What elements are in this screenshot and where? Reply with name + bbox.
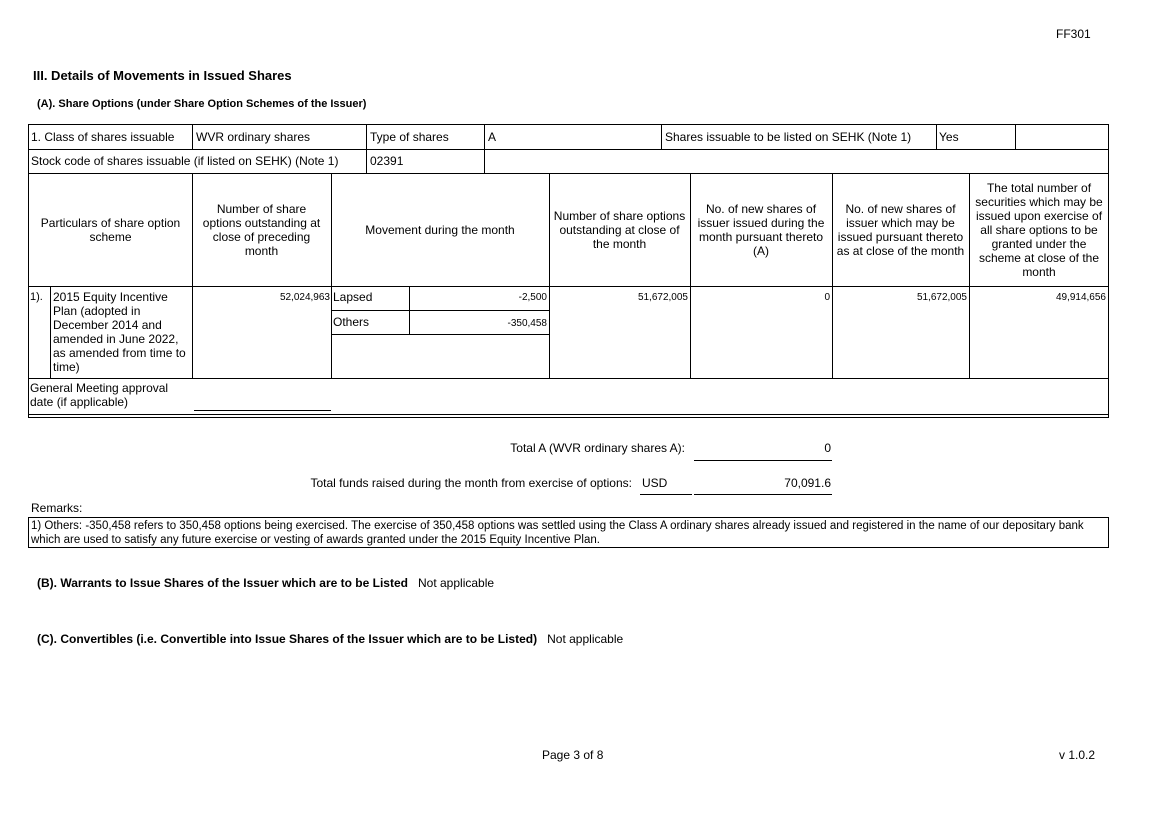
subsection-b-title: (B). Warrants to Issue Shares of the Issuer which are to be Listed xyxy=(37,576,408,590)
header-new-shares-may-issue: No. of new shares of issuer which may be issued pursuant thereto as at close of the month xyxy=(836,201,965,258)
col-divider xyxy=(936,124,937,149)
row-divider xyxy=(28,149,1109,150)
class-value: WVR ordinary shares xyxy=(196,130,311,144)
remarks-label: Remarks: xyxy=(31,501,83,515)
col-divider xyxy=(366,124,367,173)
subsection-a-title: (A). Share Options (under Share Option Schemes of the Issuer) xyxy=(37,98,367,110)
version: v 1.0.2 xyxy=(1059,748,1096,762)
outstanding-close-value: 51,672,005 xyxy=(637,292,688,303)
new-shares-issued-value: 0 xyxy=(824,292,830,303)
total-a-value: 0 xyxy=(824,441,831,455)
subsection-c-status: Not applicable xyxy=(547,632,624,646)
class-label: 1. Class of shares issuable xyxy=(31,130,175,144)
funds-value-underline xyxy=(694,494,832,495)
total-a-label: Total A (WVR ordinary shares A): xyxy=(510,441,685,455)
type-label: Type of shares xyxy=(370,130,449,144)
movement-lapsed-value: -2,500 xyxy=(518,292,547,303)
col-divider xyxy=(661,124,662,149)
outstanding-preceding-value: 52,024,963 xyxy=(279,292,330,303)
col-divider xyxy=(50,286,51,378)
page-number: Page 3 of 8 xyxy=(542,748,604,762)
col-divider xyxy=(192,124,193,149)
scheme-name: 2015 Equity Incentive Plan (adopted in December 2014 and amended in June 2022, as amended from time to time) xyxy=(53,290,186,374)
movement-others-label: Others xyxy=(333,315,370,329)
new-shares-may-issue-value: 51,672,005 xyxy=(916,292,967,303)
listed-label: Shares issuable to be listed on SEHK (Note 1) xyxy=(665,130,912,144)
remarks-text: 1) Others: -350,458 refers to 350,458 options being exercised. The exercise of 350,458 options was settled using the Class A ordinary shares already issued and registered in the name of our depositary bank which are used to satisfy any future exercise or vesting of awards granted under the 2015 Equity Incentive Plan. xyxy=(28,517,1109,548)
scheme-index: 1). xyxy=(30,291,43,303)
funds-currency-underline xyxy=(640,494,692,495)
form-code: FF301 xyxy=(1056,27,1091,41)
header-total-securities: The total number of securities which may be issued upon exercise of all share options to be granted under the scheme at close of the month xyxy=(975,180,1103,279)
general-meeting-label: General Meeting approval date (if applicable) xyxy=(30,381,169,409)
subsection-b-status: Not applicable xyxy=(418,576,495,590)
funds-value: 70,091.6 xyxy=(784,476,831,490)
stock-code-label: Stock code of shares issuable (if listed on SEHK) (Note 1) xyxy=(31,154,339,168)
subsection-c-title: (C). Convertibles (i.e. Convertible into Issue Shares of the Issuer which are to be Listed) xyxy=(37,632,538,646)
funds-currency: USD xyxy=(642,476,668,490)
row-divider xyxy=(28,414,1109,415)
general-meeting-date-line xyxy=(194,410,331,411)
header-outstanding-close: Number of share options outstanding at close of the month xyxy=(553,208,686,251)
stock-code-value: 02391 xyxy=(370,154,404,168)
col-divider xyxy=(1015,124,1016,149)
header-particulars: Particulars of share option scheme xyxy=(40,215,181,244)
movement-others-value: -350,458 xyxy=(507,318,547,329)
total-a-underline xyxy=(694,460,832,461)
total-securities-value: 49,914,656 xyxy=(1055,292,1106,303)
subsection-b xyxy=(37,576,494,590)
section-title: III. Details of Movements in Issued Shares xyxy=(33,68,292,83)
col-divider xyxy=(409,286,410,334)
col-divider xyxy=(484,124,485,173)
movement-divider xyxy=(331,334,549,335)
type-value: A xyxy=(488,130,497,144)
header-movement: Movement during the month xyxy=(365,222,515,237)
row-divider xyxy=(28,286,1109,287)
funds-label: Total funds raised during the month from exercise of options: xyxy=(310,476,632,490)
listed-value: Yes xyxy=(939,130,959,144)
header-outstanding-preceding: Number of share options outstanding at close of preceding month xyxy=(202,201,321,258)
row-divider xyxy=(28,378,1109,379)
movement-divider xyxy=(331,310,549,311)
subsection-c xyxy=(37,632,623,646)
movement-lapsed-label: Lapsed xyxy=(333,290,373,304)
header-new-shares-issued: No. of new shares of issuer issued during the month pursuant thereto (A) xyxy=(697,201,825,258)
